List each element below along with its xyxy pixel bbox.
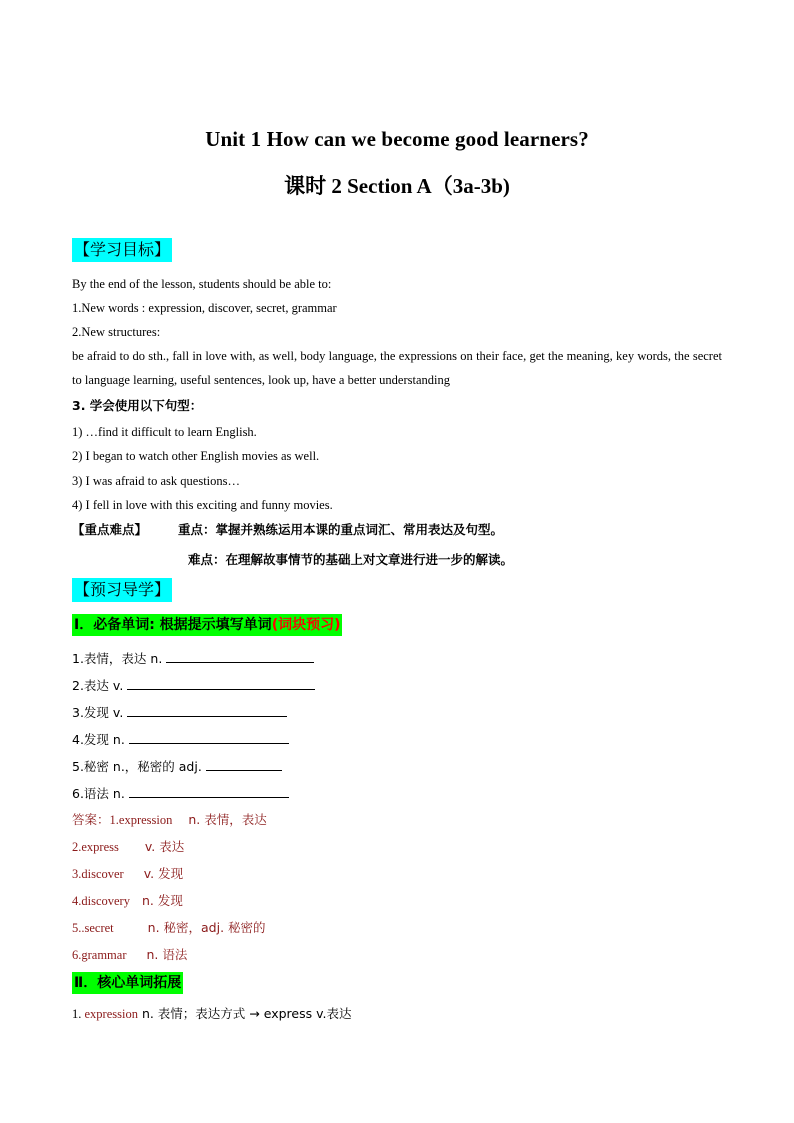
page-subtitle: 课时 2 Section A（3a-3b) (284, 174, 510, 198)
fill-item-3-text: 3.发现 v. (72, 705, 124, 720)
expand-item-1-word: expression (84, 1007, 138, 1021)
answer-row-3 (72, 866, 183, 882)
page-title: Unit 1 How can we become good learners? (205, 127, 589, 151)
key-points-text: 重点：掌握并熟练运用本课的重点词汇、常用表达及句型。 (178, 522, 504, 537)
fill-item-6 (72, 785, 289, 802)
fill-item-6-text: 6.语法 n. (72, 786, 125, 801)
preview-heading: 【预习导学】 (72, 578, 172, 602)
objectives-item-2: 2.New structures: (72, 325, 161, 339)
fill-item-5 (72, 758, 282, 775)
fill-blank-4[interactable] (129, 731, 289, 744)
fill-item-2 (72, 677, 315, 694)
objectives-intro: By the end of the lesson, students should be able to: (72, 277, 332, 291)
fill-item-2-text: 2.表达 v. (72, 678, 124, 693)
sentence-4: 4) I fell in love with this exciting and funny movies. (72, 498, 333, 512)
difficult-points-text: 难点：在理解故事情节的基础上对文章进行进一步的解读。 (188, 552, 514, 567)
section-1-heading (72, 614, 342, 636)
expand-item-1-num: 1. (72, 1007, 85, 1021)
answer-row-1 (72, 812, 267, 828)
fill-item-1-text: 1.表情，表达 n. (72, 651, 163, 666)
section-1-label-red: (词块预习) (271, 617, 341, 633)
fill-item-4 (72, 731, 289, 748)
fill-item-1 (72, 650, 314, 667)
fill-blank-2[interactable] (127, 677, 315, 690)
answer-row-5 (72, 920, 266, 936)
fill-item-4-text: 4.发现 n. (72, 732, 125, 747)
sentence-1: 1) …find it difficult to learn English. (72, 425, 257, 439)
answer-word-3: 3.discover (72, 867, 124, 881)
section-1-label: Ⅰ．必备单词: 根据提示填写单词 (74, 617, 272, 633)
answer-row-4 (72, 893, 183, 909)
answer-meaning-3: v. 发现 (143, 866, 184, 881)
answer-word-4: 4.discovery (72, 894, 130, 908)
answer-row-6 (72, 947, 187, 963)
section-2-heading: Ⅱ．核心单词拓展 (72, 972, 183, 994)
fill-item-5-text: 5.秘密 n.，秘密的 adj. (72, 759, 202, 774)
expand-item-1 (72, 1006, 352, 1022)
answer-meaning-1: n. 表情，表达 (188, 812, 267, 827)
objectives-item-1: 1.New words : expression, discover, secret, grammar (72, 301, 337, 315)
fill-blank-6[interactable] (129, 785, 289, 798)
key-difficult-label: 【重点难点】 (72, 522, 148, 537)
fill-blank-1[interactable] (166, 650, 314, 663)
sentence-3: 3) I was afraid to ask questions… (72, 474, 241, 488)
objectives-item-3: 3. 学会使用以下句型： (72, 398, 203, 413)
answer-row-2 (72, 839, 184, 855)
expand-item-1-rest: n. 表情；表达方式 → express v.表达 (137, 1006, 352, 1021)
fill-blank-3[interactable] (127, 704, 287, 717)
objectives-structures: be afraid to do sth., fall in love with, as well, body language, the expressions on their face, get the meaning, key words, the secret to language learning, useful sentences, look up, have a better understanding (72, 349, 722, 387)
answer-meaning-2: v. 表达 (144, 839, 185, 854)
fill-item-3 (72, 704, 287, 721)
answer-meaning-4: n. 发现 (141, 893, 183, 908)
answer-word-5: 5..secret (72, 921, 114, 935)
objectives-heading: 【学习目标】 (72, 238, 172, 262)
answer-word-2: 2.express (72, 840, 119, 854)
fill-blank-5[interactable] (206, 758, 282, 771)
sentence-2: 2) I began to watch other English movies as well. (72, 449, 320, 463)
answer-word-1: 1.expression (109, 813, 173, 827)
answer-meaning-5: n. 秘密，adj. 秘密的 (147, 920, 266, 935)
answers-label: 答案： (72, 812, 110, 827)
answer-word-6: 6.grammar (72, 948, 127, 962)
answer-meaning-6: n. 语法 (146, 947, 188, 962)
